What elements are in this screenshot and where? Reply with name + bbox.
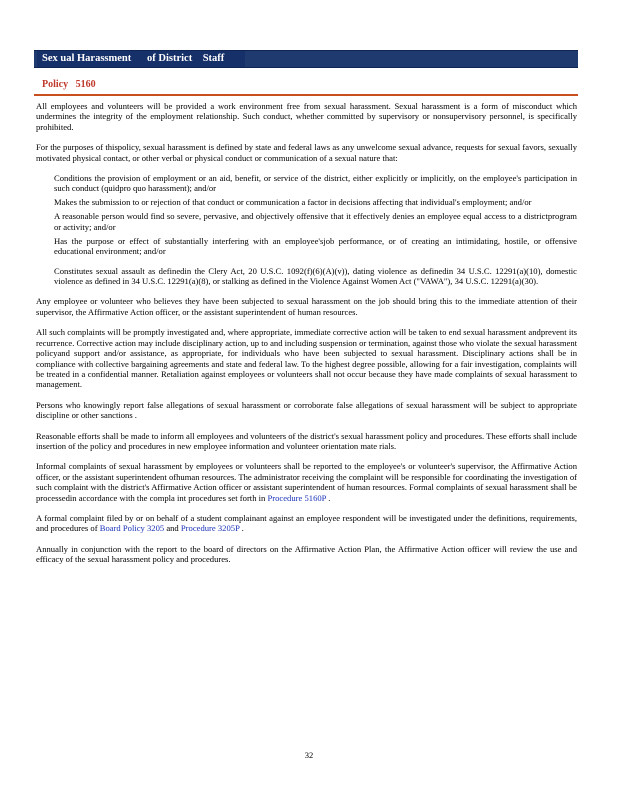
policy-body bbox=[36, 101, 577, 575]
list-item: Makes the submission to or rejection of that conduct or communication a factor in decisions affecting that individual's employment; and/or bbox=[54, 197, 532, 208]
paragraph-definition: For the purposes of thispolicy, sexual harassment is defined by state and federal laws as any unwelcome sexual advance, requests for sexual favors, sexually motivated physical contact, or other verbal or physical conduct or communication of a sexual nature that: bbox=[36, 142, 577, 163]
policy-number: Policy 5160 bbox=[42, 79, 96, 90]
definition-list bbox=[36, 173, 577, 286]
paragraph-informal-complaints: Informal complaints of sexual harassment by employees or volunteers shall be reported to the employee's or volunteer's supervisor, the Affirmative Action officer, or the assistant superintendent ofhuman resources. The administrator receiving the complaint will be responsible for coordinating the investigation of such complaint with the district's Affirmative Action officer or assistant superintendent of human resources. Formal complaints of sexual harassment shall be processedin accordance with the compla int procedures set forth in Procedure 5160P . bbox=[36, 461, 577, 503]
paragraph-annual-review: Annually in conjunction with the report to the board of directors on the Affirmative Action Plan, the Affirmative Action officer will review the use and efficacy of the sexual harassment policy and procedures. bbox=[36, 543, 577, 565]
title-bar bbox=[34, 50, 578, 68]
list-item: A reasonable person would find so severe, pervasive, and objectively offensive that it effectively denies an employee equal access to a districtprogram or activity; and/or bbox=[54, 211, 577, 232]
list-item: Has the purpose or effect of substantially interfering with an employee'sjob performance, or of creating an intimidating, hostile, or offensive educational environment; and/or bbox=[54, 235, 577, 257]
procedure-5160p-link[interactable]: Procedure 5160P bbox=[267, 492, 327, 503]
list-item: Constitutes sexual assault as definedin the Clery Act, 20 U.S.C. 1092(f)(6)(A)(v)), dating violence as definedin 34 U.S.C. 12291(a)(10), domestic violence as defined in 34 U.S.C. 12291(a)(8), or stalking as defined in the Violence Against Women Act ("VAWA"), 34 U.S.C. 12291(a)(30). bbox=[54, 265, 577, 287]
list-item: Conditions the provision of employment or an aid, benefit, or service of the district, either explicitly or implicitly, on the employee's participation in such conduct (quidpro quo harassment); and/or bbox=[54, 173, 577, 194]
section-divider bbox=[34, 94, 578, 96]
paragraph-intro: All employees and volunteers will be provided a work environment free from sexual harassment. Sexual harassment is a form of misconduct which undermines the integrity of the employment relationship. Such conduct, whether committed by supervisory or nonsupervisory personnel, is specifically prohibited. bbox=[36, 101, 577, 132]
page-title: Sex ual Harassment of District Staff bbox=[42, 53, 225, 64]
paragraph-investigation: All such complaints will be promptly investigated and, where appropriate, immediate corrective action will be taken to end sexual harassment andprevent its recurrence. Corrective action may include disciplinary action, up to and including suspension or termination, against those who violate the sexual harassment policyand support and/or assistance, as appropriate, for individuals who have been subjected to sexual harassment. Disciplinary actions shall be in compliance with collective bargaining agreements and state and federal law. To the highest degree possible, allowing for a fair investigation, complaints will be treated in a confidential manner. Retaliation against employees or volunteers shall not occur because they have made complaints of sexual harassment to management. bbox=[36, 327, 578, 390]
paragraph-false-allegations: Persons who knowingly report false allegations of sexual harassment or corroborate false allegations of sexual harassment will be subject to appropriate discipline or other sanctions . bbox=[36, 399, 577, 421]
procedure-3205p-link[interactable]: Procedure 3205P bbox=[180, 523, 240, 534]
paragraph-inform: Reasonable efforts shall be made to inform all employees and volunteers of the district's sexual harassment policy and procedures. These efforts shall include insertion of the policy and procedures in new employee information and volunteer orientation mate rials. bbox=[36, 430, 577, 451]
paragraph-reporting: Any employee or volunteer who believes they have been subjected to sexual harassment on the job should bring this to the immediate attention of their supervisor, the Affirmative Action officer, or the assistant superintendent of human resources. bbox=[36, 296, 577, 317]
board-policy-3205-link[interactable]: Board Policy 3205 bbox=[99, 523, 165, 534]
paragraph-formal-complaint: A formal complaint filed by or on behalf of a student complainant against an employee respondent will be investigated under the definitions, requirements, and procedures of Board Policy 3205 and Procedure 3205P . bbox=[36, 512, 577, 534]
page-number: 32 bbox=[304, 750, 314, 760]
